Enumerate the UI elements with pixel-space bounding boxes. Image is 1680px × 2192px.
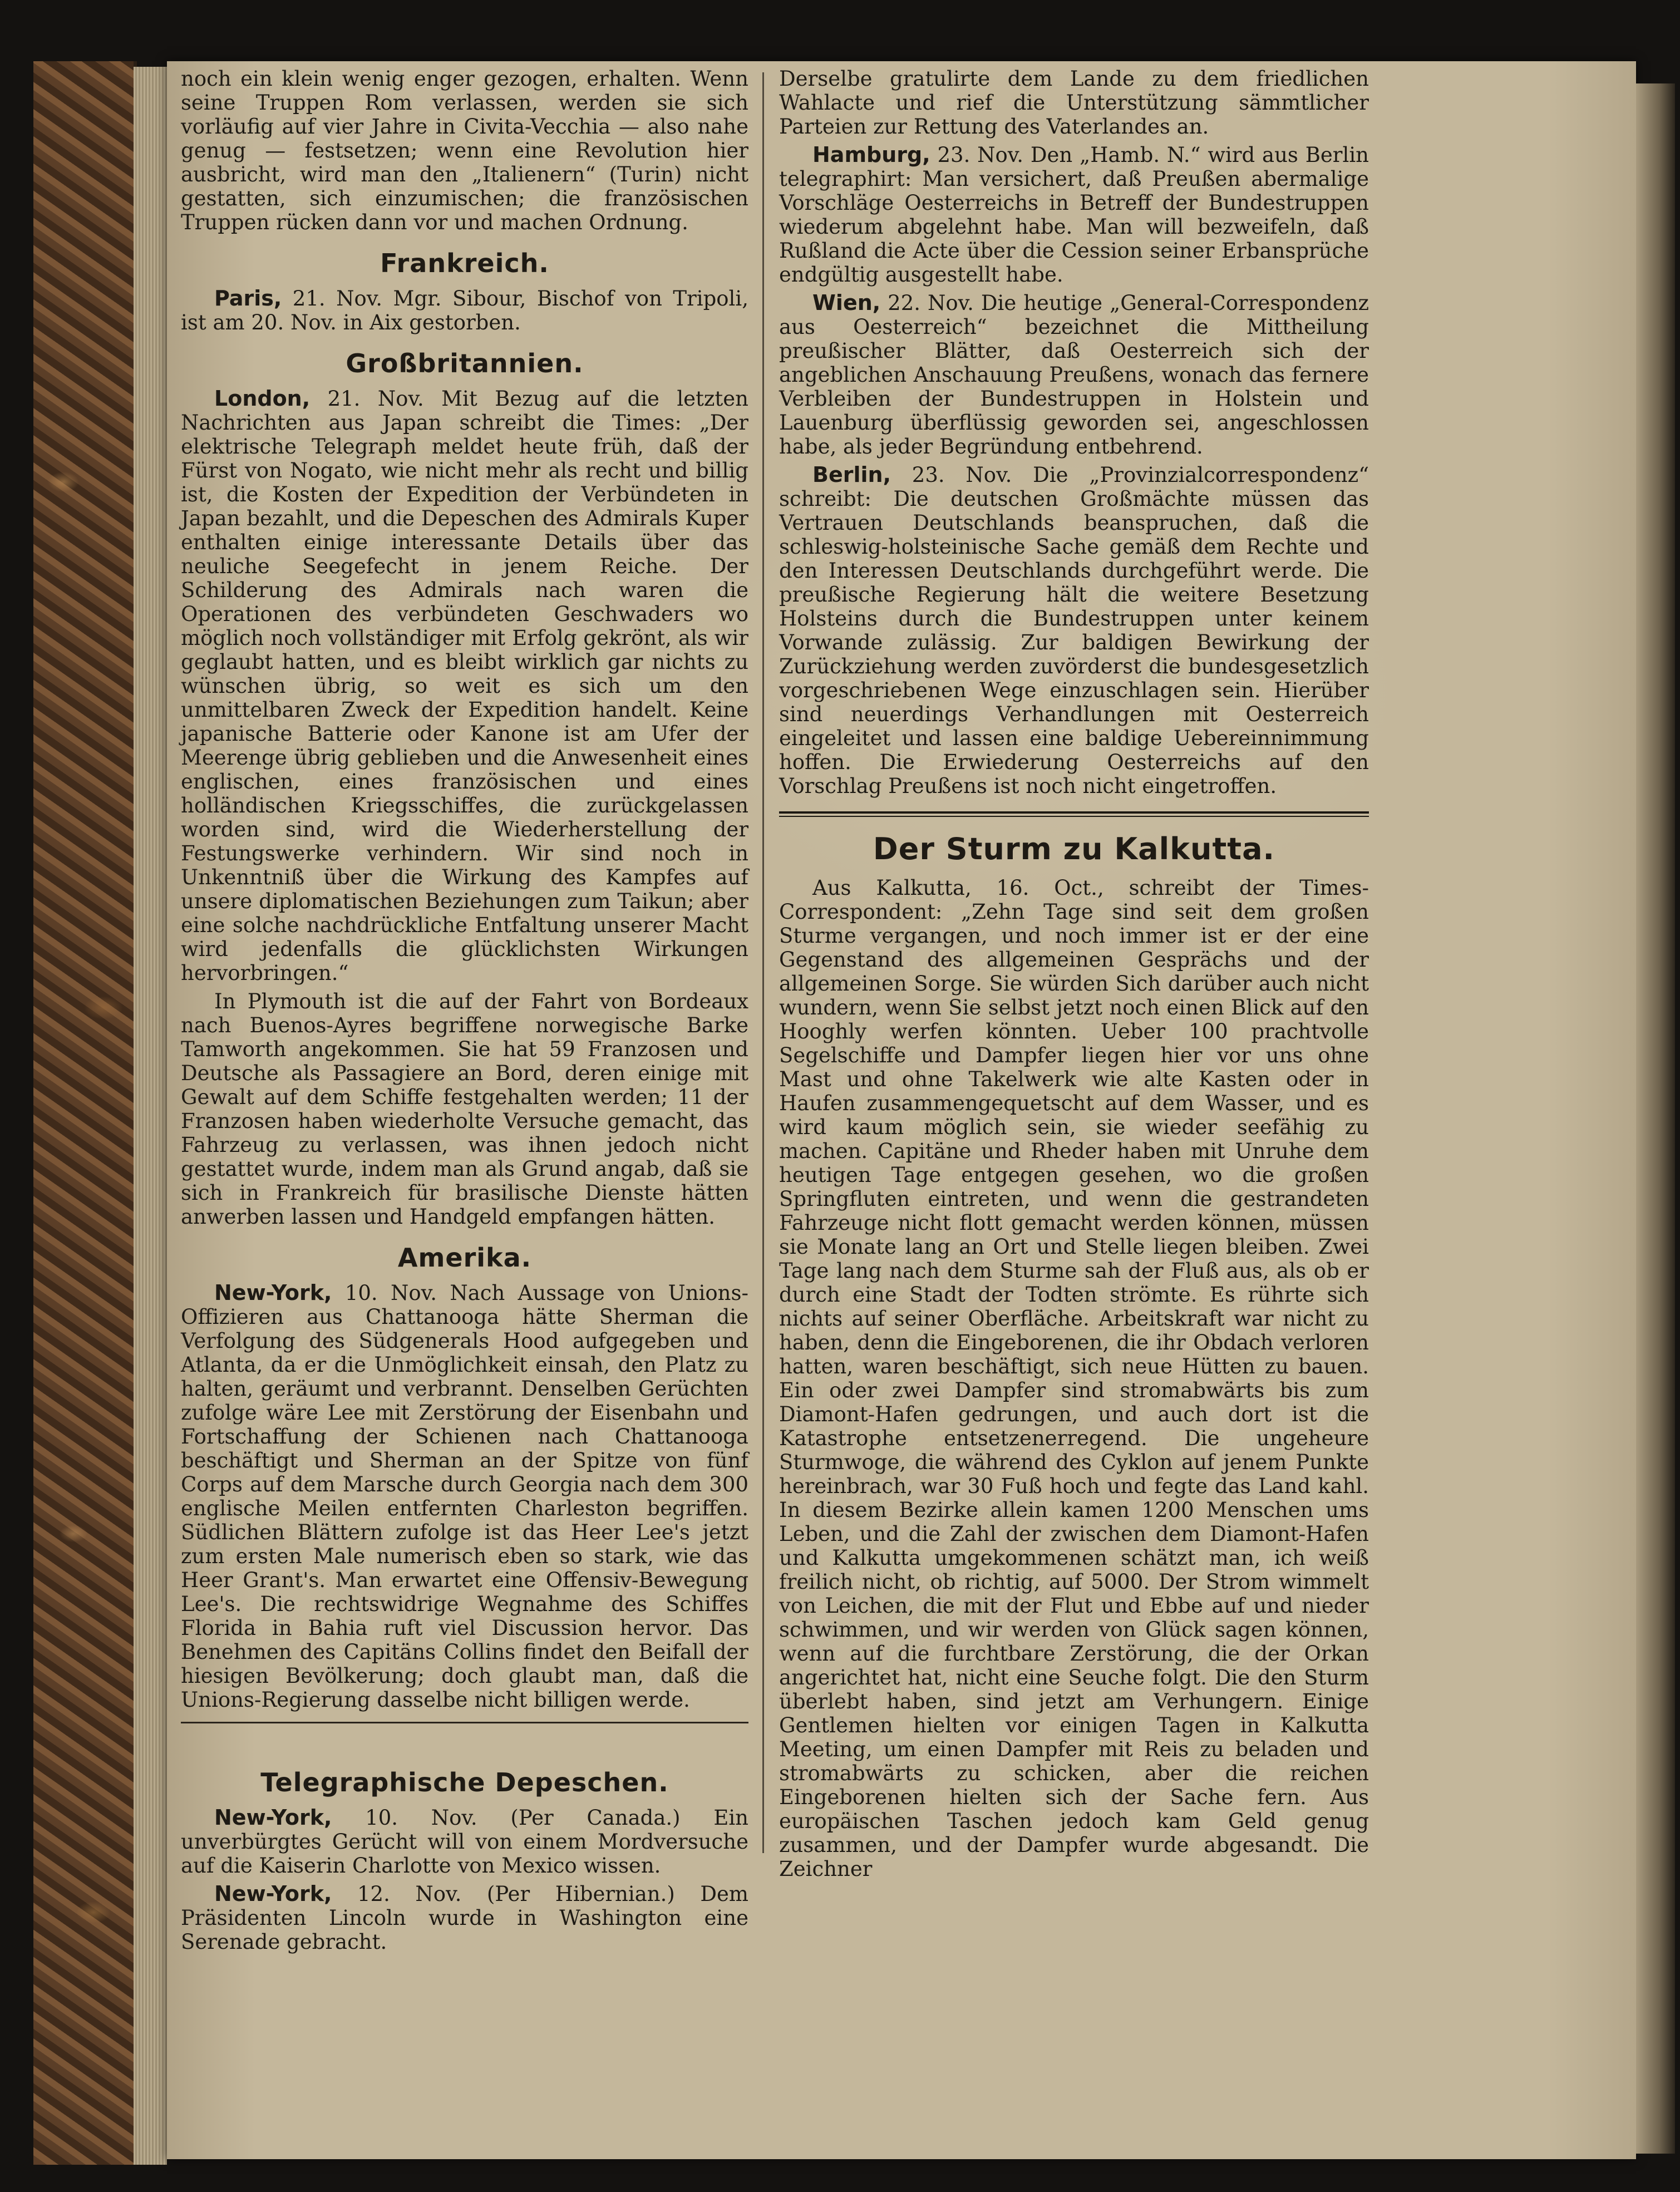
right-intro-paragraph: Derselbe gratulirte dem Lande zu dem friedlichen Wahlacte und rief die Unterstützung sämmtlicher Parteien zur Rettung des Vaterlandes an. xyxy=(779,67,1369,139)
wien-dateline: Wien, xyxy=(812,290,881,315)
left-column xyxy=(181,67,748,1958)
page-stack xyxy=(134,67,167,2165)
plymouth-article: In Plymouth ist die auf der Fahrt von Bordeaux nach Buenos-Ayres begriffene norwegische Barke Tamworth angekommen. Sie hat 59 Franzosen und Deutsche als Passagiere an Bord, deren einige mit Gewalt auf dem Schiffe festgehalten werden; 11 der Franzosen haben wiederholte Versuche gemacht, das Fahrzeug zu verlassen, was ihnen jedoch nicht gestattet wurde, indem man als Grund angab, daß sie sich in Frankreich für brasilische Dienste hätten anwerben lassen und Handgeld empfangen hätten. xyxy=(181,989,748,1229)
section-heading-frankreich: Frankreich. xyxy=(380,248,549,278)
section-rule xyxy=(181,1722,748,1723)
paris-dateline: Paris, xyxy=(214,286,282,311)
column-divider xyxy=(762,72,764,1853)
telegram-1 xyxy=(181,1806,748,1878)
newyork-article xyxy=(181,1281,748,1712)
section-heading-telegraphische-depeschen: Telegraphische Depeschen. xyxy=(260,1767,669,1797)
intro-paragraph: noch ein klein wenig enger gezogen, erhalten. Wenn seine Truppen Rom verlassen, werden sie sich vorläufig auf vier Jahre in Civita-Vecchia — also nahe genug — festsetzen; wenn eine Revolution hier ausbricht, wird man den „Italienern“ (Turin) nicht gestatten, sich einzumischen; die französischen Truppen rücken dann vor und machen Ordnung. xyxy=(181,67,748,234)
london-article xyxy=(181,387,748,985)
section-heading-sturm-kalkutta: Der Sturm zu Kalkutta. xyxy=(873,831,1275,866)
telegram-2-dateline: New-York, xyxy=(214,1881,332,1906)
telegram-2 xyxy=(181,1882,748,1954)
right-column xyxy=(779,67,1369,1885)
page-gutter-shadow xyxy=(1636,83,1675,2154)
paris-article xyxy=(181,287,748,334)
telegram-2-text: 12. Nov. (Per Hibernian.) Dem Präsidenten Lincoln wurde in Washington eine Serenade gebracht. xyxy=(181,1882,749,1954)
wien-article xyxy=(779,291,1369,459)
wien-text: 22. Nov. Die heutige „General-Correspondenz aus Oesterreich“ bezeichnet die Mittheilung preußischer Blätter, daß Oesterreich sich der angeblichen Anschauung Preußens, wonach das fernere Verbleiben der Bundestruppen in Holstein und Lauenburg überflüssig geworden sei, angeschlossen habe, als jeder Begründung entbehrend. xyxy=(779,291,1369,459)
hamburg-text: 23. Nov. Den „Hamb. N.“ wird aus Berlin telegraphirt: Man versichert, daß Preußen abermalige Vorschläge Oesterreichs in Betreff der Bundestruppen wiederum abgelehnt habe. Man will bezweifeln, daß Rußland die Acte über die Cession seiner Erbansprüche endgültig ausgestellt habe. xyxy=(779,143,1369,287)
marbled-book-edge xyxy=(33,61,137,2165)
paris-text: 21. Nov. Mgr. Sibour, Bischof von Tripoli, ist am 20. Nov. in Aix gestorben. xyxy=(181,287,748,334)
london-dateline: London, xyxy=(214,386,311,411)
telegram-1-dateline: New-York, xyxy=(214,1805,332,1830)
newyork-dateline: New-York, xyxy=(214,1280,332,1305)
section-heading-amerika: Amerika. xyxy=(397,1243,532,1273)
spacer xyxy=(181,1731,748,1753)
sturm-article: Aus Kalkutta, 16. Oct., schreibt der Times-Correspondent: „Zehn Tage sind seit dem großen Sturme vergangen, und noch immer ist er der eine Gegenstand des allgemeinen Gesprächs und der allgemeinen Sorge. Sie würden Sich darüber auch nicht wundern, wenn Sie selbst jetzt noch einen Blick auf den Hooghly werfen könnten. Ueber 100 prachtvolle Segelschiffe und Dampfer liegen hier vor uns ohne Mast und ohne Takelwerk wie alte Kasten oder in Haufen zusammengequetscht auf dem Wasser, und es wird kaum möglich sein, sie wieder seefähig zu machen. Capitäne und Rheder haben mit Unruhe dem heutigen Tage entgegen gesehen, wo die großen Springfluten eintreten, und wenn die gestrandeten Fahrzeuge nicht flott gemacht werden können, müssen sie Monate lang an Ort und Stelle liegen bleiben. Zwei Tage lang nach dem Sturme sah der Fluß aus, als ob er durch eine Stadt der Todten strömte. Es rührte sich nichts auf seiner Oberfläche. Arbeitskraft war nicht zu haben, denn die Eingeborenen, die ihr Obdach verloren hatten, waren beschäftigt, sich neue Hütten zu bauen. Ein oder zwei Dampfer sind stromabwärts bis zum Diamont-Hafen gedrungen, und auch dort ist die Katastrophe entsetzenerregend. Die ungeheure Sturmwoge, die während des Cyklon auf jenem Punkte hereinbrach, war 30 Fuß hoch und fegte das Land kahl. In diesem Bezirke allein kamen 1200 Menschen ums Leben, und die Zahl der zwischen dem Diamont-Hafen und Kalkutta umgekommenen schätzt man, ich weiß freilich nicht, ob richtig, auf 5000. Der Strom wimmelt von Leichen, die mit der Flut und Ebbe auf und nieder schwimmen, und wir werden von Glück sagen können, wenn auf die furchtbare Zerstörung, die der Orkan angerichtet hat, nicht eine Seuche folgt. Die den Sturm überlebt haben, sind jetzt am Verhungern. Einige Gentlemen hielten vor einigen Tagen in Kalkutta Meeting, um einen Dampfer mit Reis zu beladen und stromabwärts zu schicken, aber die reichen Eingeborenen hielten sich der Sache fern. Aus europäischen Taschen jedoch kam Geld genug zusammen, und der Dampfer wurde abgesandt. Die Zeichner xyxy=(779,876,1369,1881)
berlin-text: 23. Nov. Die „Provinzialcorrespondenz“ schreibt: Die deutschen Großmächte müssen das Vertrauen Deutschlands beanspruchen, daß die schleswig-holsteinische Sache gemäß dem Rechte und den Interessen Deutschlands durchgeführt werde. Die preußische Regierung hält die weitere Besetzung Holsteins durch die Bundestruppen unter keinem Vorwande zulässig. Zur baldigen Bewirkung der Zurückziehung werden zuvörderst die bundesgesetzlich vorgeschriebenen Wege einzuschlagen sein. Hierüber sind neuerdings Verhandlungen mit Oesterreich eingeleitet und lassen eine baldige Uebereinnimmung hoffen. Die Erwiederung Oesterreichs auf den Vorschlag Preußens ist noch nicht eingetroffen. xyxy=(779,463,1369,798)
section-heading-grossbritannien: Großbritannien. xyxy=(346,348,584,378)
telegram-1-text: 10. Nov. (Per Canada.) Ein unverbürgtes Gerücht will von einem Mordversuche auf die Kaiserin Charlotte von Mexico wissen. xyxy=(181,1806,748,1878)
berlin-article xyxy=(779,463,1369,798)
double-rule xyxy=(779,811,1369,817)
hamburg-dateline: Hamburg, xyxy=(812,142,930,167)
hamburg-article xyxy=(779,143,1369,287)
london-text: 21. Nov. Mit Bezug auf die letzten Nachrichten aus Japan schreibt die Times: „Der elektrische Telegraph meldet heute früh, daß der Fürst von Nogato, wie nicht mehr als recht und billig ist, die Kosten der Expedition der Verbündeten in Japan bezahlt, und die Depeschen des Admirals Kuper enthalten einige interessante Details über das neuliche Seegefecht in jenem Reiche. Der Schilderung des Admirals nach waren die Operationen des verbündeten Geschwaders wo möglich noch vollständiger mit Erfolg gekrönt, als wir geglaubt hatten, und es bleibt wirklich gar nichts zu wünschen übrig, so weit es sich um den unmittelbaren Zweck der Expedition handelt. Keine japanische Batterie oder Kanone ist am Ufer der Meerenge übrig geblieben und die Anwesenheit eines englischen, eines französischen und eines holländischen Kriegsschiffes, die zurückgelassen worden sind, wird die Wiederherstellung der Festungswerke verhindern. Wir sind noch in Unkenntniß über die Wirkung des Kampfes auf unsere diplomatischen Beziehungen zum Taikun; aber eine solche nachdrückliche Entfaltung unserer Macht wird jedenfalls die glücklichsten Wirkungen hervorbringen.“ xyxy=(181,387,749,985)
berlin-dateline: Berlin, xyxy=(812,462,891,487)
newyork-text: 10. Nov. Nach Aussage von Unions-Offizieren aus Chattanooga hätte Sherman die Verfolgung des Südgenerals Hood aufgegeben und Atlanta, da er die Unmöglichkeit einsah, den Platz zu halten, geräumt und verbrannt. Denselben Gerüchten zufolge wäre Lee mit Zerstörung der Eisenbahn und Fortschaffung der Schienen nach Chattanooga beschäftigt und Sherman an der Spitze von fünf Corps auf dem Marsche durch Georgia nach dem 300 englische Meilen entfernten Charleston begriffen. Südlichen Blättern zufolge ist das Heer Lee's jetzt zum ersten Male numerisch eben so stark, wie das Heer Grant's. Man erwartet eine Offensiv-Bewegung Lee's. Die rechtswidrige Wegnahme des Schiffes Florida in Bahia ruft viel Discussion hervor. Das Benehmen des Capitäns Collins findet den Beifall der hiesigen Bevölkerung; doch glaubt man, daß die Unions-Regierung dasselbe nicht billigen werde. xyxy=(181,1281,748,1712)
